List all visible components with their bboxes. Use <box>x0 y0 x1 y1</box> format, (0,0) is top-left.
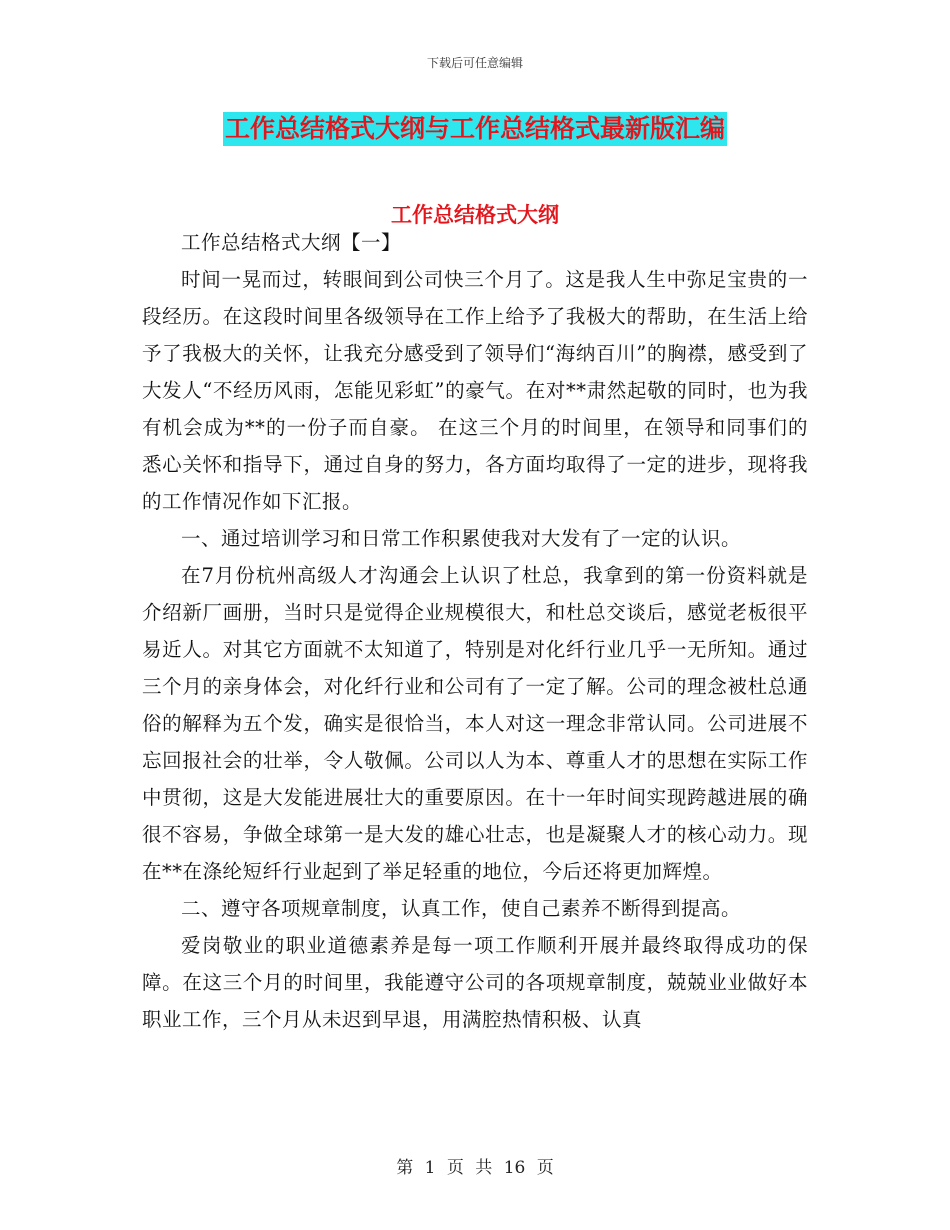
paragraph-section-heading: 二、遵守各项规章制度，认真工作，使自己素养不断得到提高。 <box>181 897 742 920</box>
paragraph: 爱岗敬业的职业道德素养是每一项工作顺利开展并最终取得成功的保障。在这三个月的时间里，我能遵守公司的各项规章制度，兢兢业业做好本职业工作，三个月从未迟到早退，用满腔热情积极、认真 <box>142 934 808 1031</box>
paragraph-heading: 工作总结格式大纲【一】 <box>181 231 402 254</box>
main-title-wrap <box>0 112 950 146</box>
document-body <box>142 224 808 1038</box>
main-title: 工作总结格式大纲与工作总结格式最新版汇编 <box>223 112 727 146</box>
paragraph: 时间一晃而过，转眼间到公司快三个月了。这是我人生中弥足宝贵的一段经历。在这段时间里各级领导在工作上给予了我极大的帮助，在生活上给予了我极大的关怀，让我充分感受到了领导们“海纳百川”的胸襟，感受到了大发人“不经历风雨，怎能见彩虹”的豪气。在对**肃然起敬的同时，也为我有机会成为**的一份子而自豪。 在这三个月的时间里，在领导和同事们的悉心关怀和指导下，通过自身的努力，各方面均取得了一定的进步，现将我的工作情况作如下汇报。 <box>142 268 808 513</box>
paragraph: 在7月份杭州高级人才沟通会上认识了杜总，我拿到的第一份资料就是介绍新厂画册，当时只是觉得企业规模很大，和杜总交谈后，感觉老板很平易近人。对其它方面就不太知道了，特别是对化纤行业几乎一无所知。通过三个月的亲身体会，对化纤行业和公司有了一定了解。公司的理念被杜总通俗的解释为五个发，确实是很恰当，本人对这一理念非常认同。公司进展不忘回报社会的壮举，令人敬佩。公司以人为本、尊重人才的思想在实际工作中贯彻，这是大发能进展壮大的重要原因。在十一年时间实现跨越进展的确很不容易，争做全球第一是大发的雄心壮志，也是凝聚人才的核心动力。现在**在涤纶短纤行业起到了举足轻重的地位，今后还将更加辉煌。 <box>142 564 808 883</box>
section-title: 工作总结格式大纲 <box>391 203 559 227</box>
header-note: 下载后可任意编辑 <box>426 56 523 70</box>
paragraph-section-heading: 一、通过培训学习和日常工作积累使我对大发有了一定的认识。 <box>181 527 742 550</box>
page-number-footer: 第 1 页 共 16 页 <box>396 1158 554 1178</box>
